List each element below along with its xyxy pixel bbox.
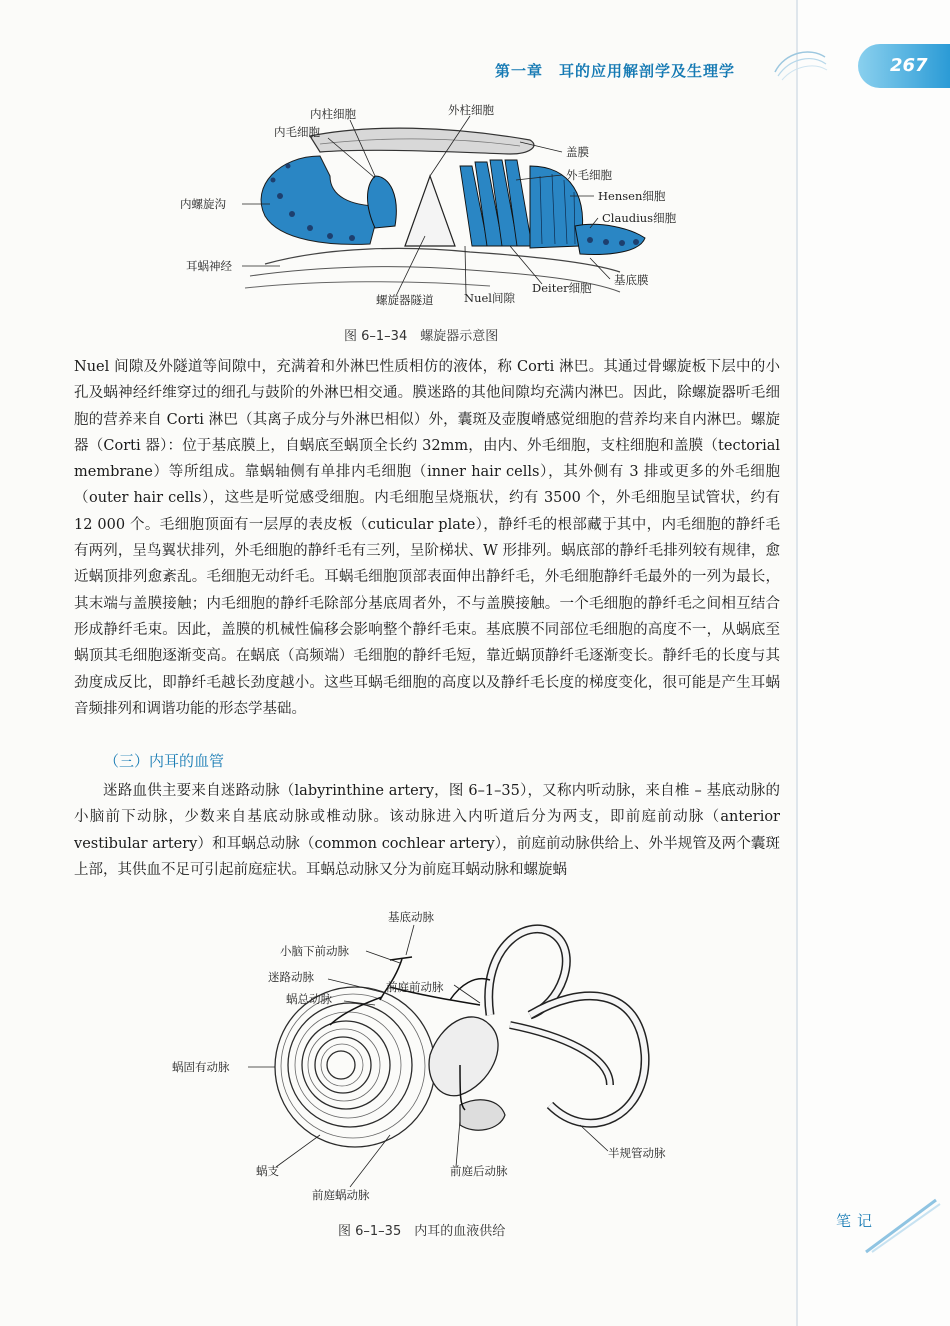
label-cochlear-branch: 蜗支	[256, 1164, 279, 1178]
inner-ear-blood-supply-figure	[160, 905, 700, 1205]
label-labyrinthine-artery: 迷路动脉	[268, 970, 314, 984]
figure2-caption: 图 6–1–35 内耳的血液供给	[338, 1224, 506, 1239]
section-heading: （三）内耳的血管	[104, 752, 225, 770]
label-anterior-vestibular-artery: 前庭前动脉	[386, 980, 444, 994]
label-cochlear-proper-artery: 蜗固有动脉	[172, 1060, 230, 1074]
page-number: 267	[890, 55, 928, 76]
label-cochlear-nerve: 耳蜗神经	[186, 259, 232, 273]
label-outer-hair-cell: 外毛细胞	[566, 168, 612, 182]
label-semicircular-canal-artery: 半规管动脉	[608, 1146, 666, 1160]
label-aica: 小脑下前动脉	[280, 944, 349, 958]
label-vestibulocochlear-artery: 前庭蜗动脉	[312, 1188, 370, 1202]
body-paragraph-2	[74, 778, 780, 883]
label-basilar-artery: 基底动脉	[388, 910, 434, 924]
paragraph-2-text: 迷路血供主要来自迷路动脉（labyrinthine artery，图 6–1–35），又称内听动脉，来自椎 – 基底动脉的小脑前下动脉，少数来自基底动脉或椎动脉。该动脉进入内听道后分为两支，即前庭前动脉（anterior vestibular artery）和耳蜗总动脉（common cochlear artery），前庭前动脉供给上、外半规管及两个囊斑上部，其供血不足可引起前庭症状。耳蜗总动脉又分为前庭耳蜗动脉和螺旋蜗	[74, 783, 780, 878]
label-inner-pillar: 内柱细胞	[310, 107, 356, 121]
label-common-cochlear-artery: 蜗总动脉	[286, 992, 332, 1006]
label-tectorial-membrane: 盖膜	[566, 145, 589, 159]
organ-of-corti-figure	[170, 96, 690, 314]
label-nuel-space: Nuel间隙	[464, 291, 515, 305]
label-inner-spiral-sulcus: 内螺旋沟	[180, 197, 226, 211]
label-basilar-membrane: 基底膜	[614, 273, 649, 287]
margin-rule	[796, 0, 798, 1326]
label-tunnel: 螺旋器隧道	[376, 293, 434, 307]
label-claudius-cell: Claudius细胞	[602, 211, 677, 225]
margin-column	[798, 0, 950, 1326]
chapter-title: 第一章 耳的应用解剖学及生理学	[495, 62, 736, 80]
body-paragraph-1	[74, 354, 780, 722]
label-deiter-cell: Deiter细胞	[532, 281, 592, 295]
swirl-decoration-icon	[770, 42, 830, 92]
figure1-caption: 图 6–1–34 螺旋器示意图	[344, 329, 499, 344]
label-hensen-cell: Hensen细胞	[598, 189, 666, 203]
paragraph-1-text: Nuel 间隙及外隧道等间隙中，充满着和外淋巴性质相仿的液体，称 Corti 淋巴。其通过骨螺旋板下层中的小孔及蜗神经纤维穿过的细孔与鼓阶的外淋巴相交通。膜迷路的其他间隙均充满内淋巴。因此，除螺旋器听毛细胞的营养来自 Corti 淋巴（其离子成分与外淋巴相似）外，囊斑及壶腹嵴感觉细胞的营养均来自内淋巴。螺旋器（Corti 器）：位于基底膜上，自蜗底至蜗顶全长约 32mm，由内、外毛细胞，支柱细胞和盖膜（tectorial membrane）等所组成。靠蜗轴侧有单排内毛细胞（inner hair cells），其外侧有 3 排或更多的外毛细胞（outer hair cells），这些是听觉感受细胞。内毛细胞呈烧瓶状，约有 3500 个，外毛细胞呈试管状，约有 12 000 个。毛细胞顶面有一层厚的表皮板（cuticular plate），静纤毛的根部藏于其中，内毛细胞的静纤毛有两列，呈鸟翼状排列，外毛细胞的静纤毛有三列，呈阶梯状、W 形排列。蜗底部的静纤毛排列较有规律，愈近蜗顶排列愈紊乱。毛细胞无动纤毛。耳蜗毛细胞顶部表面伸出静纤毛，外毛细胞静纤毛最外的一列为最长，其末端与盖膜接触；内毛细胞的静纤毛除部分基底周者外，不与盖膜接触。一个毛细胞的静纤毛之间相互结合形成静纤毛束。因此，盖膜的机械性偏移会影响整个静纤毛束。基底膜不同部位毛细胞的高度不一，从蜗底至蜗顶其毛细胞逐渐变高。在蜗底（高频端）毛细胞的静纤毛短，靠近蜗顶静纤毛逐渐变长。静纤毛的长度与其劲度成反比，即静纤毛越长劲度越小。这些耳蜗毛细胞的高度以及静纤毛长度的梯度变化，很可能是产生耳蜗音频排列和调谐功能的形态学基础。	[74, 359, 780, 717]
label-posterior-vestibular-artery: 前庭后动脉	[450, 1164, 508, 1178]
label-outer-pillar: 外柱细胞	[448, 103, 494, 117]
pen-icon	[862, 1196, 942, 1256]
label-inner-hair-cell: 内毛细胞	[274, 125, 320, 139]
notes-label: 笔记	[836, 1212, 879, 1230]
